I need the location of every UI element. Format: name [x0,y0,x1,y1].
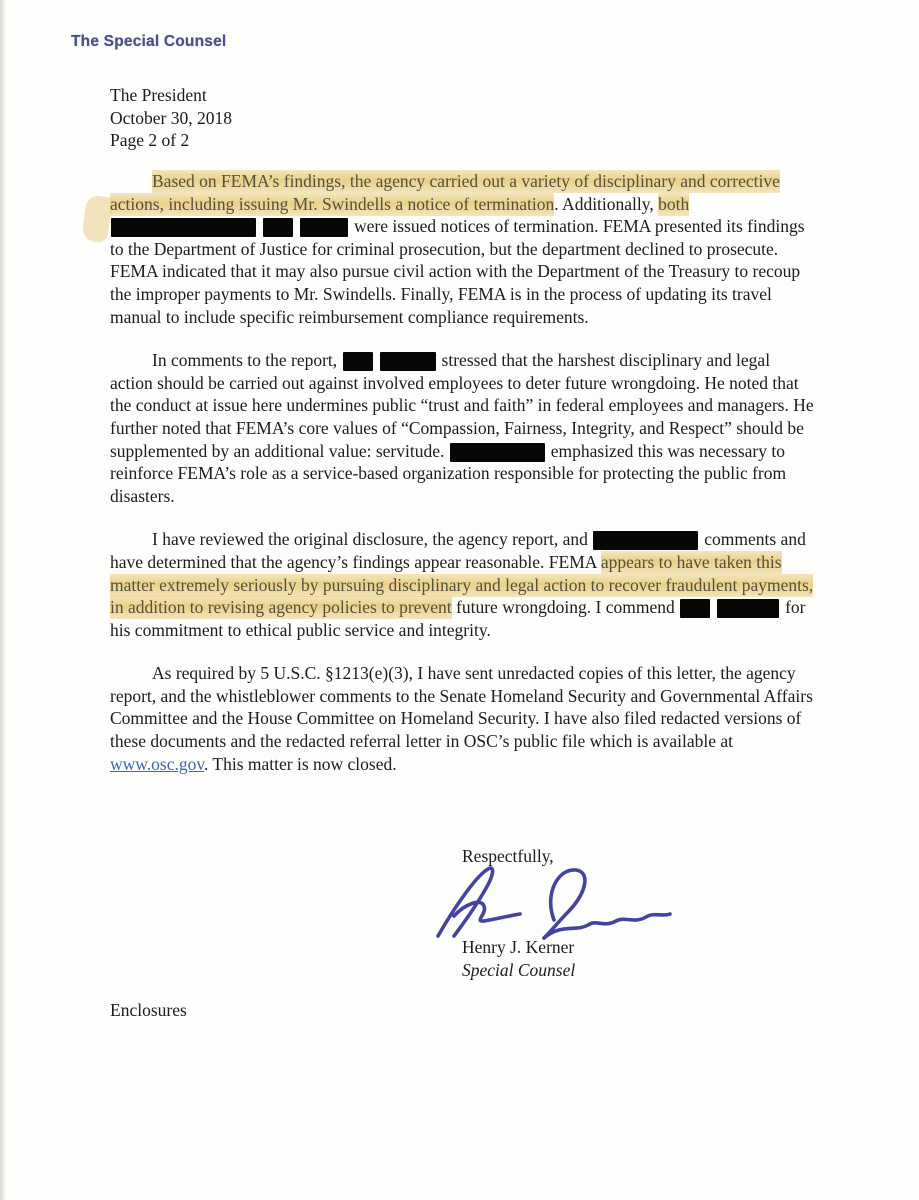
text-run: emphasized this was necessary to reinforce FEMA’s role as a service-based organization responsible for protecting the public from disasters. [110,440,787,506]
redaction-bar [300,218,348,237]
signer-name: Henry J. Kerner [462,937,575,957]
redaction-bar [263,218,293,237]
text-run: future wrongdoing. I commend [451,597,680,618]
text-run: In comments to the report, [152,350,342,371]
redaction-bar [111,218,256,237]
enclosures-label: Enclosures [110,1000,187,1020]
text-run: As required by 5 U.S.C. §1213(e)(3), I have sent unredacted copies of this letter, the agency report, and the whistleblower comments to the Senate Homeland Security and Governmental Affairs Committee and the House Committee on Homeland Security. I have also filed redacted versions of these documents and the redacted referral letter in OSC’s public file which is available at [110,663,813,752]
text-run: . This matter is now closed. [203,753,397,774]
letterhead-agency: The Special Counsel [71,33,227,50]
text-run: . Additionally, [554,193,659,214]
paragraph [110,528,814,641]
letter-body [110,170,814,796]
page-number-line: Page 2 of 2 [110,130,190,151]
text-run: were issued notices of termination. FEMA presented its findings to the Department of Justice for criminal prosecution, but the department declined to prosecute. FEMA indicated that it may also pursue civil action with the Department of the Treasury to recoup the improper payments to Mr. Swindells. Finally, FEMA is in the process of updating its travel manual to include specific reimbursement compliance requirements. [110,216,805,327]
redaction-bar [450,443,545,462]
paragraph [110,662,814,775]
valediction: Respectfully, [462,846,554,866]
redaction-bar [593,531,698,550]
date-line: October 30, 2018 [110,107,232,128]
text-run: for his commitment to ethical public service and integrity. [110,597,806,640]
scan-edge-shading [0,0,6,1200]
highlighted-text: Based on FEMA’s findings, the agency carried out a variety of disciplinary and corrective actions, including issuing Mr. Swindells a notice of termination [110,171,780,214]
paragraph [110,349,814,507]
paragraph [110,170,814,328]
signer-title: Special Counsel [462,959,576,980]
redaction-bar [717,599,779,618]
redaction-bar [343,352,373,371]
text-run: comments and have determined that the agency’s findings appear reasonable. FEMA [110,529,806,572]
address-block [110,84,232,152]
handwritten-signature-ink [432,862,682,942]
highlighter-swipe-mark [81,194,113,243]
highlighted-text: appears to have taken this matter extremely seriously by pursuing disciplinary and legal action to recover fraudulent payments, in addition to revising agency policies to prevent [110,551,814,618]
text-run: I have reviewed the original disclosure, the agency report, and [152,529,593,550]
signature-block [462,936,575,981]
recipient-line: The President [110,85,207,105]
highlighted-text: both [658,193,690,214]
text-run: stressed that the harshest disciplinary and legal action should be carried out against involved employees to deter future wrongdoing. He noted that the conduct at issue here undermines public “trust and faith” in federal employees and managers. He further noted that FEMA’s core values of “Compassion, Fairness, Integrity, and Respect” should be supplemented by an additional value: servitude. [110,350,814,461]
redaction-bar [680,599,710,618]
redaction-bar [380,352,436,371]
osc-website-link[interactable]: www.osc.gov [110,753,204,774]
